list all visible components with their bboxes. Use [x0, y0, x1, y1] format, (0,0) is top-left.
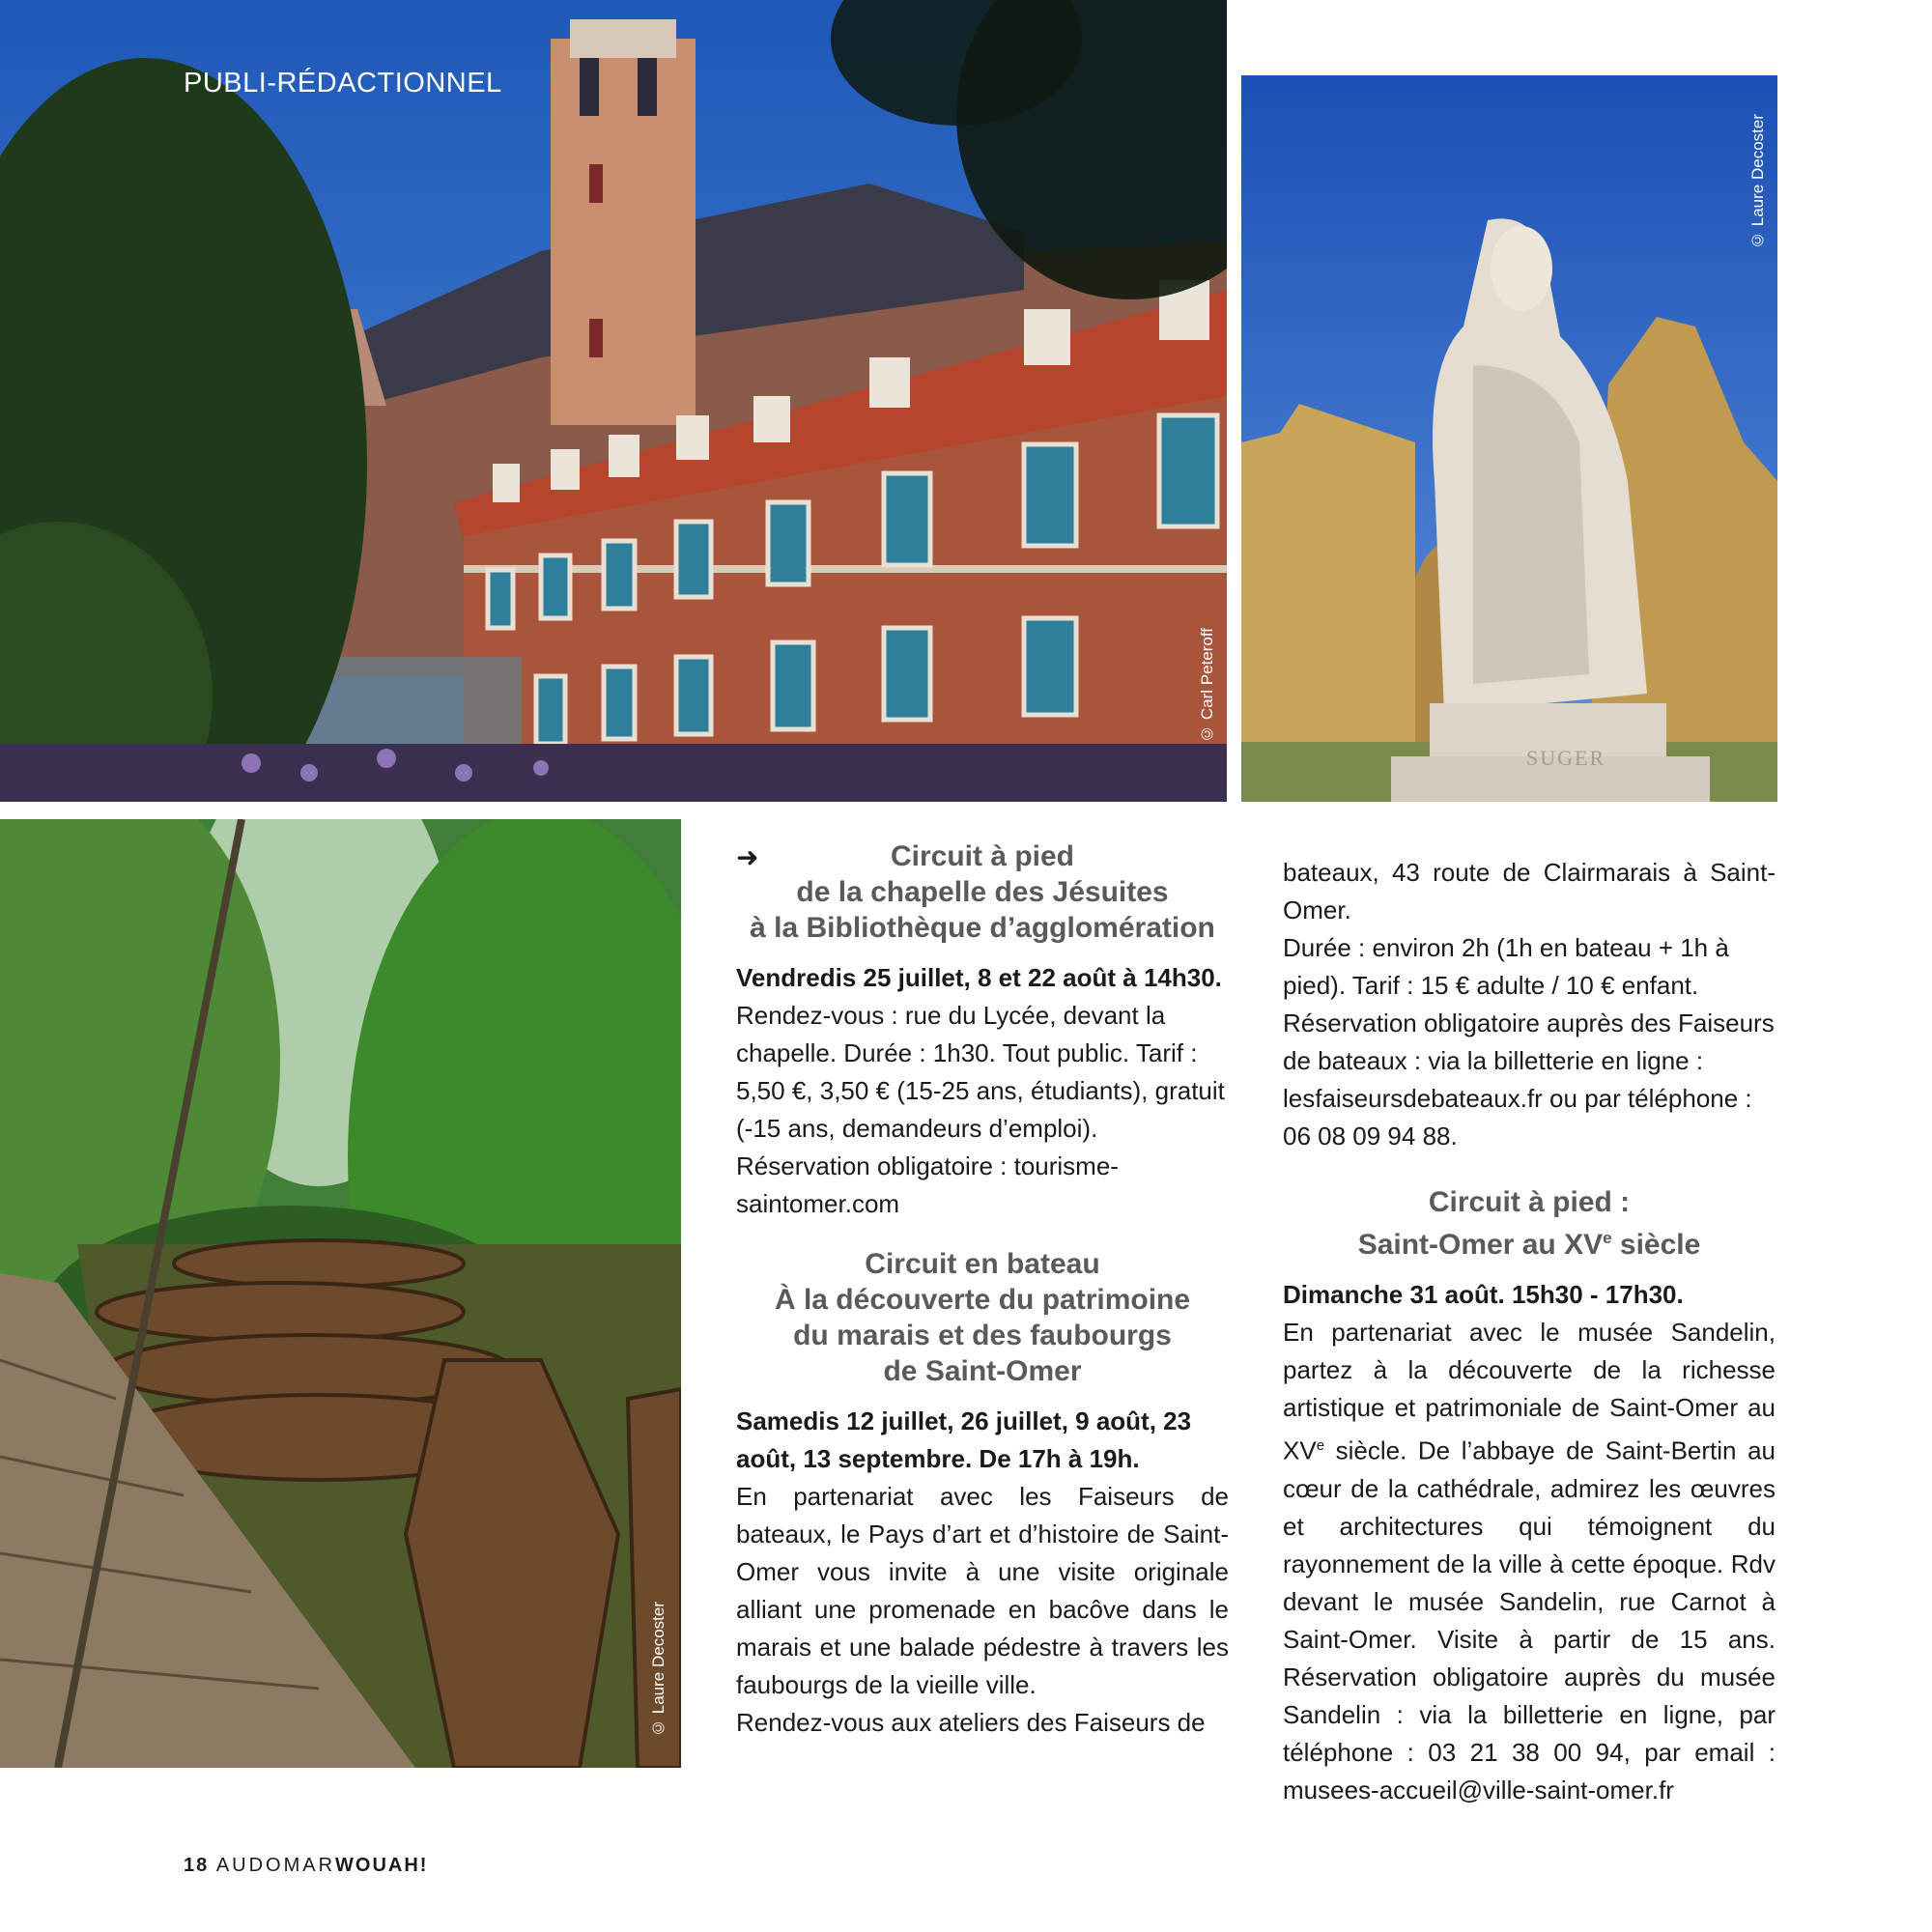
right-column: [1283, 854, 1776, 1809]
page-footer: [184, 1855, 428, 1877]
section3-heading-line2: [1283, 1220, 1776, 1263]
section3-heading-text: Saint-Omer au XV: [1357, 1229, 1604, 1261]
section3-heading-suffix: siècle: [1611, 1229, 1701, 1261]
photo-credit-boats: © Laure Decoster: [649, 1602, 668, 1737]
section1-text: [736, 959, 1229, 1223]
section2-heading-line: À la découverte du patrimoine: [774, 1284, 1191, 1316]
arrow-icon: ➜: [736, 842, 759, 872]
photo-chapel-library: [0, 0, 1227, 802]
section2-heading-line: Circuit en bateau: [865, 1248, 1100, 1280]
section1-heading: [736, 838, 1229, 946]
section2-body: En partenariat avec les Faiseurs de bateaux, le Pays d’art et d’histoire de Saint-Omer vous invite à une visite originale alliant une promenade en bacôve dans le marais et une balade pédestre à travers les faubourgs de la vieille ville.: [736, 1482, 1229, 1699]
section3-body-part2: siècle. De l’abbaye de Saint-Bertin au cœur de la cathédrale, admirez les œuvres et architectures qui témoignent du rayonnement de la ville à cette époque. Rdv devant le musée Sandelin, rue Carnot à Saint-Omer. Visite à partir de 15 ans. Réservation obligatoire auprès du musée Sandelin : via la billetterie en ligne, par téléphone : 03 21 38 00 94, par email : musees-accueil@ville-saint-omer.fr: [1283, 1435, 1776, 1804]
section2-body-continued: Rendez-vous aux ateliers des Faiseurs de: [736, 1708, 1206, 1737]
page-number: 18: [184, 1855, 210, 1876]
section2-heading-line: du marais et des faubourgs: [793, 1320, 1172, 1351]
statue-inscription: SUGER: [1526, 746, 1606, 770]
section3-body: [1283, 1314, 1776, 1809]
section3-body-part1: En partenariat avec le musée Sandelin, partez à la découverte de la richesse artistique et patrimoniale de Saint-Omer au XV: [1283, 1318, 1776, 1465]
section1-dates: Vendredis 25 juillet, 8 et 22 août à 14h30.: [736, 963, 1222, 992]
magazine-name-light: AUDOMAR: [215, 1855, 336, 1876]
section1-heading-line: à la Bibliothèque d’agglomération: [750, 912, 1215, 944]
photo-credit-chapel: © Carl Peteroff: [1198, 628, 1216, 743]
section2-dates: Samedis 12 juillet, 26 juillet, 9 août, 23 août, 13 septembre. De 17h à 19h.: [736, 1406, 1192, 1473]
section3-heading-sup: e: [1603, 1229, 1612, 1247]
section1-body: Rendez-vous : rue du Lycée, devant la chapelle. Durée : 1h30. Tout public. Tarif : 5,50 €, 3,50 € (15-25 ans, étudiants), gratuit (-15 ans, demandeurs d’emploi). Réservation obligatoire : tourisme-saintomer.com: [736, 1001, 1225, 1218]
section3-body-sup: e: [1316, 1437, 1325, 1454]
photo-credit-statue: © Laure Decoster: [1748, 114, 1767, 249]
publi-redactionnel-label: PUBLI-RÉDACTIONNEL: [184, 68, 502, 99]
photo-statue-suger: [1241, 75, 1777, 802]
photo-marsh-boats: [0, 819, 681, 1768]
section2-heading: [736, 1246, 1229, 1389]
section3-dates: Dimanche 31 août. 15h30 - 17h30.: [1283, 1280, 1684, 1309]
section2-dates-para: [736, 1403, 1229, 1478]
section2-address: bateaux, 43 route de Clairmarais à Saint-Omer.: [1283, 858, 1776, 924]
magazine-name-bold: WOUAH!: [335, 1855, 429, 1876]
section1-heading-line: Circuit à pied: [890, 840, 1075, 872]
section3-dates-para: [1283, 1276, 1776, 1314]
middle-column: [736, 838, 1229, 1742]
section3-heading: [1283, 1184, 1776, 1263]
section2-heading-line: de Saint-Omer: [883, 1355, 1082, 1387]
section2-practical: Durée : environ 2h (1h en bateau + 1h à pied). Tarif : 15 € adulte / 10 € enfant. Réservation obligatoire auprès des Faiseurs de bateaux : via la billetterie en ligne : lesfaiseursdebateaux.fr ou par téléphone : 06 08 09 94 88.: [1283, 933, 1775, 1151]
section1-heading-line: de la chapelle des Jésuites: [796, 876, 1169, 908]
section3-heading-line1: Circuit à pied :: [1428, 1186, 1631, 1218]
